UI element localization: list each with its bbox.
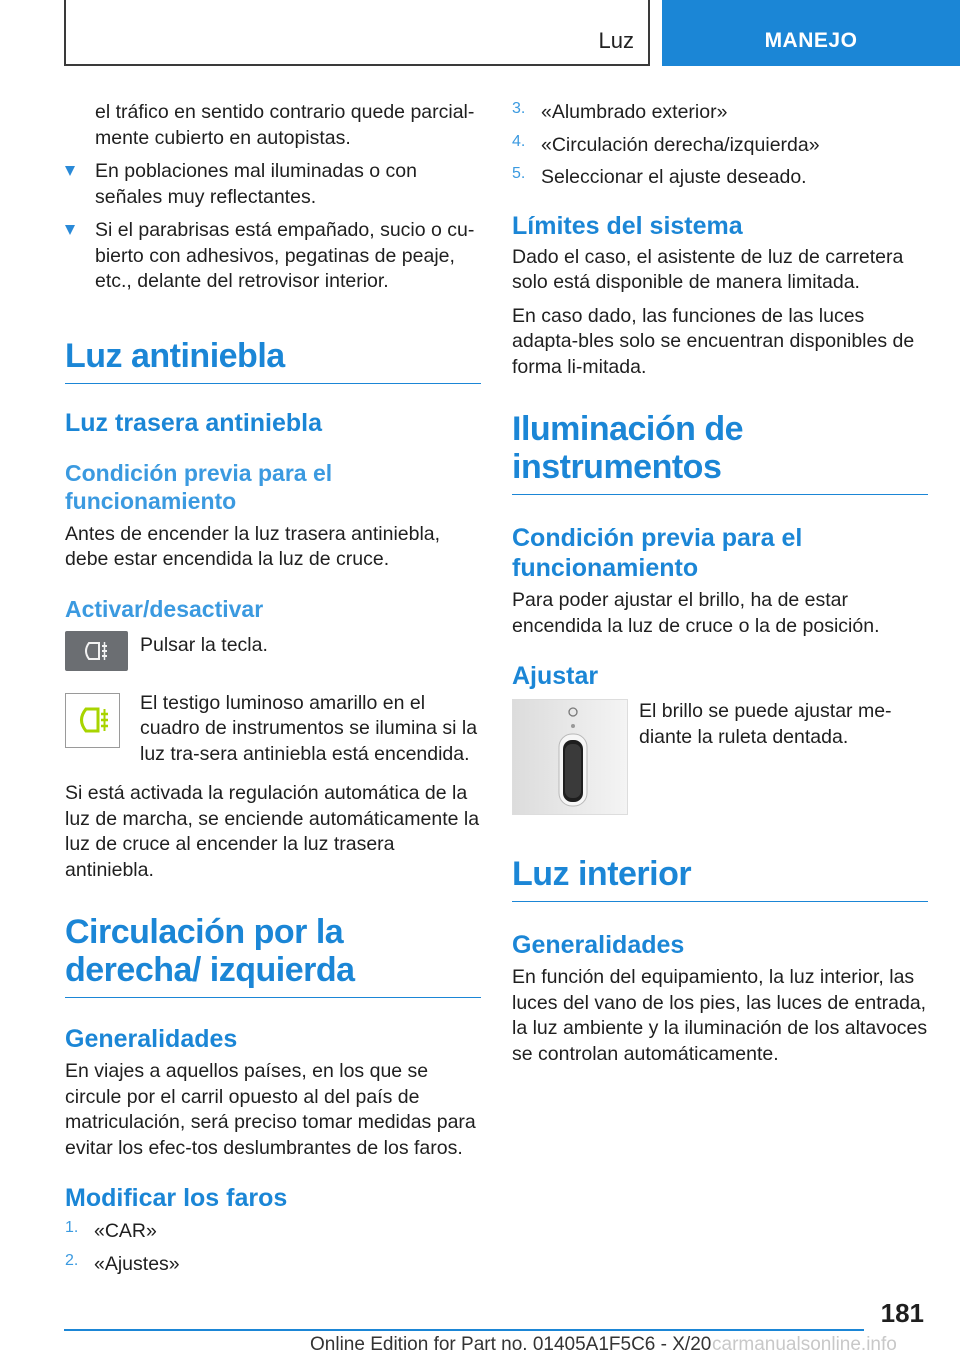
step-number: 3. (512, 100, 526, 117)
header-chapter-title: MANEJO (764, 29, 858, 52)
heading-rear-fog-light: Luz trasera antiniebla (65, 408, 323, 437)
rear-fog-icon (65, 631, 128, 671)
heading-traffic-general: Generalidades (65, 1025, 238, 1053)
heading-adjust: Ajustar (512, 662, 599, 690)
heading-system-limits: Límites del sistema (512, 211, 743, 240)
step-number: 5. (512, 165, 526, 182)
fog-indicator-image (65, 693, 120, 748)
step-number: 1. (65, 1219, 79, 1236)
fog-indicator-row (65, 691, 481, 768)
dimmer-row (512, 699, 928, 817)
step-item (65, 1219, 481, 1245)
step-item (512, 165, 928, 191)
triangle-bullet-icon (65, 166, 75, 176)
fog-prerequisite-text: Antes de encender la luz trasera antiniebla, debe estar encendida la luz de cruce. (65, 522, 441, 570)
limits-text-1: Dado el caso, el asistente de luz de carretera solo está disponible de manera limitada. (512, 245, 904, 293)
header-section-title: Luz (598, 28, 634, 53)
footer-edition-text: Online Edition for Part no. 01405A1F5C6 - X/20 (310, 1334, 712, 1355)
fog-light-button-image (65, 631, 128, 671)
step-item (512, 133, 928, 159)
header-chapter-tab (662, 0, 960, 66)
step-text: «Alumbrado exterior» (541, 101, 728, 123)
heading-interior-light: Luz interior (512, 855, 928, 902)
heading-fog-light: Luz antiniebla (65, 337, 481, 384)
step-text: «Circulación derecha/izquierda» (541, 133, 820, 156)
heading-instr-prerequisite: Condición previa para el funcionamiento (512, 524, 803, 582)
step-number: 2. (65, 1251, 79, 1269)
heading-fog-prerequisite: Condición previa para el funcionamiento (65, 459, 333, 514)
instr-prerequisite-text: Para poder ajustar el brillo, ha de estar encendida la luz de cruce o la de posición. (512, 589, 880, 637)
heading-modify-headlights: Modificar los faros (65, 1184, 288, 1212)
traffic-general-text: En viajes a aquellos países, en los que se circule por el carril opuesto al del país de matriculación, será preciso tomar medidas para evitar los efec‐tos deslumbrantes de los faros. (65, 1060, 476, 1159)
bullet-text: Si el parabrisas está empañado, sucio o cu‐bierto con adhesivos, pegatinas de peaje, etc., delante del retrovisor interior. (95, 219, 475, 292)
step-text: «Ajustes» (94, 1252, 180, 1275)
fog-auto-text: Si está activada la regulación automática de la luz de marcha, se enciende automáticamente la luz de cruce al encender la luz trasera antiniebla. (65, 782, 480, 881)
adjust-text: El brillo se puede ajustar me‐diante la ruleta dentada. (639, 700, 892, 748)
intro-continuation: el tráfico en sentido contrario quede parcial‐mente cubierto en autopistas. (95, 101, 475, 149)
heading-interior-general: Generalidades (512, 931, 685, 959)
triangle-bullet-icon (65, 225, 75, 235)
bullet-item (65, 218, 481, 295)
rear-fog-indicator-icon (66, 694, 118, 746)
fog-button-row (65, 631, 481, 683)
footer-watermark: carmanualsonline.info (712, 1334, 897, 1355)
bullet-text: En poblaciones mal iluminadas o con señales muy reflectantes. (95, 160, 417, 208)
left-column (65, 100, 481, 1277)
step-item (512, 100, 928, 126)
page-number: 181 (880, 1298, 924, 1328)
bullet-item (65, 159, 481, 210)
thumbwheel-icon (513, 700, 627, 814)
press-button-text: Pulsar la tecla. (140, 633, 268, 656)
fog-indicator-text: El testigo luminoso amarillo en el cuadro de instrumentos se ilumina si la luz tra‐sera antiniebla está encendida. (140, 691, 478, 765)
step-text: «CAR» (94, 1220, 157, 1242)
heading-traffic-side: Circulación por la derecha/ izquierda (65, 913, 481, 998)
step-item (65, 1252, 481, 1278)
footer-divider (64, 1329, 864, 1331)
right-column (512, 100, 928, 1067)
heading-instrument-lighting: Iluminación de instrumentos (512, 410, 928, 495)
header-section-box (64, 0, 650, 66)
interior-general-text: En función del equipamiento, la luz interior, las luces del vano de los pies, las luces de entrada, la luz ambiente y la iluminación de los altavoces se controlan automáticamente. (512, 966, 928, 1065)
step-text: Seleccionar el ajuste deseado. (541, 166, 807, 188)
heading-fog-toggle: Activar/desactivar (65, 595, 264, 622)
dimmer-wheel-image (512, 699, 628, 815)
step-number: 4. (512, 132, 526, 150)
limits-text-2: En caso dado, las funciones de las luces adapta‐bles solo se encuentran disponibles de forma li‐mitada. (512, 304, 915, 378)
